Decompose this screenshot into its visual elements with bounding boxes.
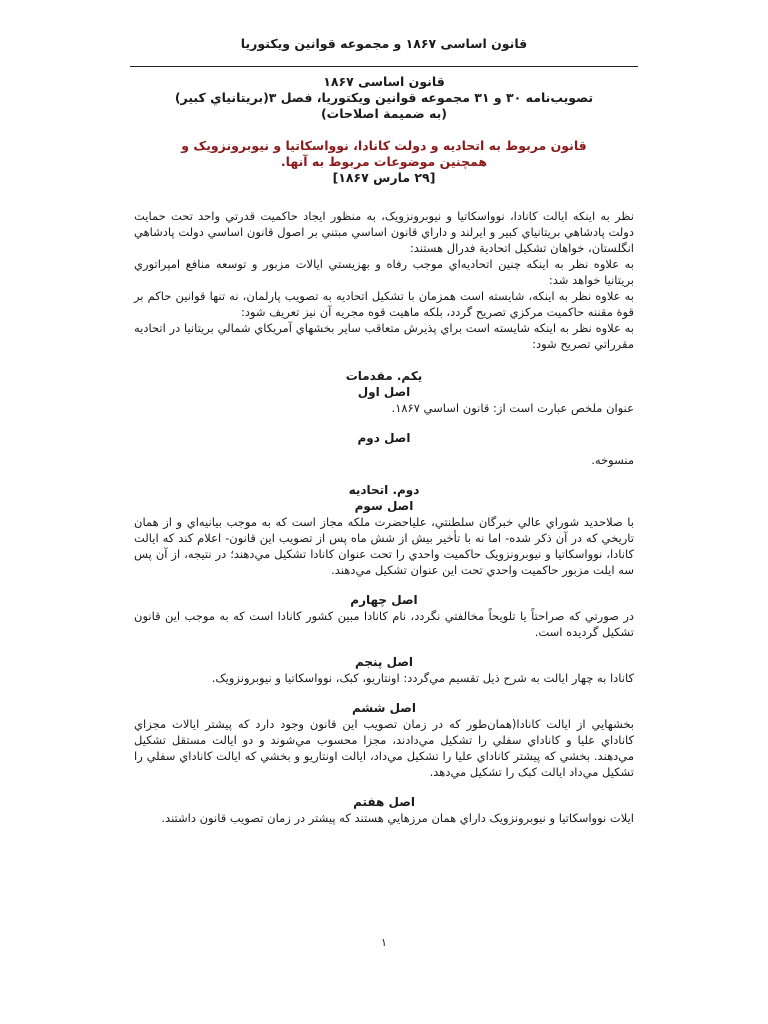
part-title-union: دوم. اتحاديه — [348, 483, 420, 497]
title-block — [134, 74, 634, 122]
section-title-1: اصل اول — [357, 385, 411, 399]
section-text-3: با صلاحديد شوراي عالي خبرگان سلطنتي، علياحضرت ملكه مجاز است كه به موجب بيانيه‌اي و از همان تاريخي كه در آن ذكر شده- اما نه با تأخير بيش از شش ماه پس از تصويب اين قانون- اعلام كند كه ايالت كانادا، نوواسكاتيا و نيوبرونزويک حاكميت واحدي را تحت عنوان كانادا تشكيل مي‌دهند؛ در نتيجه، از آن پس سه ايلت مزبور حاكميت واحدي تحت اين عنوان تشكيل مي‌دهند. — [134, 515, 634, 577]
act-title-block — [134, 138, 634, 186]
part-title-preliminary: يكم. مقدمات — [345, 369, 423, 383]
section-text-6: بخشهايي از ايالت كانادا(همان‌طور كه در زمان تصويب اين قانون وجود دارد كه پيشتر ايالات مجزاي كاناداي عليا و كاناداي سفلي را تشكيل مي‌دادند، مجزا محسوب مي‌شوند و دو ايالت مستقل تشكيل مي‌دهند. بخشي كه پيشتر كاناداي عليا را تشكيل مي‌داد، ايالت اونتاريو و بخشي كه ايالت كاناداي سفلي را تشكيل مي‌داد ايالت كبک را تشكيل مي‌دهد. — [134, 717, 634, 779]
section-text-7: ايلات نوواسكاتيا و نيوبرونزويک داراي همان مرزهايي هستند كه پيشتر در زمان تصويب قانون داشتند. — [161, 811, 634, 825]
section-title-4: اصل چهارم — [350, 593, 418, 607]
preamble-paragraph: به علاوه نظر به اينكه، شايسته است همزمان با تشكيل اتحاديه به تصويب پارلمان، نه تنها قوانين حاكم بر قوة مقننه حاكميت مركزي تصريح گردد، بلكه ماهيت قوه مجريه آن نيز تعريف شود: — [134, 289, 634, 319]
section-title-6: اصل ششم — [351, 701, 417, 715]
preamble-paragraph: نظر به اينكه ايالت كانادا، نوواسكاتيا و نيوبرونزويک، به منظور ايجاد حاكميت قدرتي واحد تحت حمايت دولت پادشاهي بريتانياي كبير و ايرلند و داراي قانون اساسي مبتني بر اصول قانون اساسي دولت پادشاهي انگلستان، خواهان تشكيل اتحادية فدرال هستند: — [134, 209, 634, 255]
section-text-5: كانادا به چهار ايالت به شرح ذيل تقسيم مي‌گردد: اونتاريو، كبک، نوواسكاتيا و نيوبرونزويک. — [211, 671, 634, 685]
document-content — [134, 74, 634, 826]
section-title-3: اصل سوم — [354, 499, 414, 513]
section-title-2: اصل دوم — [357, 431, 411, 445]
section-title-5: اصل پنجم — [354, 655, 414, 669]
section-title-7: اصل هفتم — [353, 795, 415, 809]
title-line-2: تصويب‌نامه ۳۰ و ۳۱ مجموعه قوانين ويكتوريا، فصل ۳(بريتانياي كبير) — [174, 90, 594, 105]
header-divider — [130, 66, 638, 67]
preamble-paragraph: به علاوه نظر به اينكه شايسته است براي پذيرش متعاقب ساير بخشهاي آمريكاي شمالي بريتانيا در اتحاديه مقرراتي تصريح شود: — [134, 321, 634, 351]
title-line-3: (به ضميمة اصلاحات) — [320, 106, 448, 121]
act-title-line-2: همچنين موضوعات مربوط به آنها. — [280, 154, 488, 169]
page-number: ۱ — [381, 936, 387, 949]
preamble — [134, 208, 634, 352]
running-header: قانون اساسی ۱۸۶۷ و مجموعه قوانین ويكتوريا — [240, 36, 528, 51]
section-text-2: منسوخه. — [591, 453, 634, 467]
section-text-4: در صورتي كه صراحتاً يا تلويحاً مخالفتي نگردد، نام كانادا مبين كشور كانادا است كه به موجب اين قانون تشكيل گرديده است. — [134, 609, 634, 639]
preamble-paragraph: به علاوه نظر به اينكه چنين اتحاديه‌اي موجب رفاه و بهزيستي ايالات مزبور و توسعه منافع امپراتوري بريتانيا خواهد شد: — [134, 257, 634, 287]
section-text-1: عنوان ملخص عبارت است از: قانون اساسي ۱۸۶۷. — [391, 401, 634, 415]
act-title-line-1: قانون مربوط به اتحاديه و دولت كانادا، نوواسكاتيا و نيوبرونزويک و — [181, 138, 587, 153]
act-date: [۲۹ مارس ۱۸۶۷] — [332, 170, 436, 185]
title-line-1: قانون اساسی ۱۸۶۷ — [323, 74, 445, 89]
